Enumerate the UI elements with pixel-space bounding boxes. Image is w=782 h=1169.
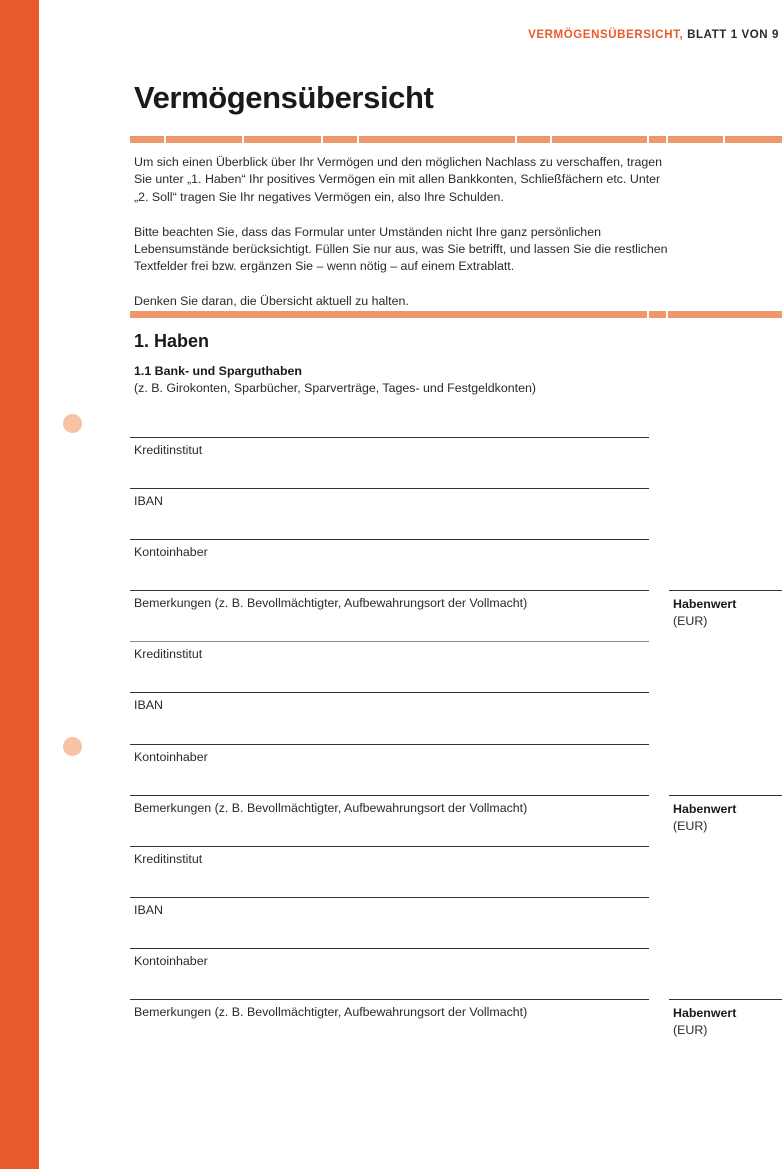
field-label: Bemerkungen (z. B. Bevollmächtigter, Aufbewahrungsort der Vollmacht) <box>134 596 528 610</box>
intro-line: Denken Sie daran, die Übersicht aktuell zu halten. <box>134 294 409 309</box>
iban-field[interactable] <box>130 488 649 539</box>
sheet-header <box>528 29 779 41</box>
iban-field[interactable] <box>130 692 649 743</box>
bank-field[interactable] <box>130 846 649 897</box>
field-label: Kontoinhaber <box>134 750 208 764</box>
punch-hole-bottom <box>63 737 82 756</box>
intro-line: „2. Soll“ tragen Sie Ihr negatives Vermögen ein, also Ihre Schulden. <box>134 189 504 204</box>
sidebar-stripe <box>0 0 39 1169</box>
subsection-note: (z. B. Girokonten, Sparbücher, Sparverträge, Tages- und Festgeldkonten) <box>134 381 536 395</box>
bank-field[interactable] <box>130 641 649 692</box>
page-title: Vermögensübersicht <box>134 80 434 115</box>
value-unit: (EUR) <box>673 614 708 628</box>
account-holder-field[interactable] <box>130 744 649 795</box>
field-label: IBAN <box>134 494 163 508</box>
remarks-field[interactable] <box>130 999 649 1050</box>
title-divider <box>130 136 782 143</box>
value-unit: (EUR) <box>673 1023 708 1037</box>
field-label: Kreditinstitut <box>134 647 203 661</box>
intro-line: Textfelder frei bzw. ergänzen Sie – wenn nötig – auf einem Extrablatt. <box>134 259 515 274</box>
intro-line: Um sich einen Überblick über Ihr Vermögen und den möglichen Nachlass zu verschaffen, tragen <box>134 155 663 169</box>
value-label: Habenwert <box>673 802 737 816</box>
remarks-field[interactable] <box>130 795 649 846</box>
credit-value-field[interactable] <box>669 999 782 1050</box>
field-label: IBAN <box>134 903 163 917</box>
intro-text <box>134 154 734 328</box>
header-doc-name: VERMÖGENSÜBERSICHT, <box>528 29 684 41</box>
value-label: Habenwert <box>673 1006 737 1020</box>
section-title: 1. Haben <box>134 331 210 351</box>
value-label: Habenwert <box>673 597 737 611</box>
iban-field[interactable] <box>130 897 649 948</box>
field-label: Bemerkungen (z. B. Bevollmächtigter, Aufbewahrungsort der Vollmacht) <box>134 801 528 815</box>
bank-field[interactable] <box>130 437 649 488</box>
field-label: Kontoinhaber <box>134 954 208 968</box>
intro-line: Bitte beachten Sie, dass das Formular unter Umständen nicht Ihre ganz persönlichen <box>134 224 601 239</box>
remarks-field[interactable] <box>130 590 649 641</box>
section-divider <box>130 311 782 318</box>
field-label: IBAN <box>134 698 163 712</box>
credit-value-field[interactable] <box>669 795 782 846</box>
intro-paragraph-2 <box>134 224 734 276</box>
account-holder-field[interactable] <box>130 539 649 590</box>
field-label: Bemerkungen (z. B. Bevollmächtigter, Aufbewahrungsort der Vollmacht) <box>134 1005 528 1019</box>
subsection-title: 1.1 Bank- und Sparguthaben <box>134 364 302 378</box>
intro-paragraph-1 <box>134 154 734 206</box>
intro-line: Lebensumstände berücksichtigt. Füllen Sie nur aus, was Sie betrifft, und lassen Sie die restlichen <box>134 242 668 257</box>
intro-paragraph-3 <box>134 293 734 310</box>
value-unit: (EUR) <box>673 819 708 833</box>
header-sheet-number: BLATT 1 VON 9 <box>687 29 779 41</box>
field-label: Kreditinstitut <box>134 443 203 457</box>
punch-hole-top <box>63 414 82 433</box>
intro-line: Sie unter „1. Haben“ Ihr positives Vermögen ein mit allen Bankkonten, Schließfächern etc. Unter <box>134 172 661 187</box>
field-label: Kreditinstitut <box>134 852 203 866</box>
account-holder-field[interactable] <box>130 948 649 999</box>
field-label: Kontoinhaber <box>134 545 208 559</box>
credit-value-field[interactable] <box>669 590 782 641</box>
